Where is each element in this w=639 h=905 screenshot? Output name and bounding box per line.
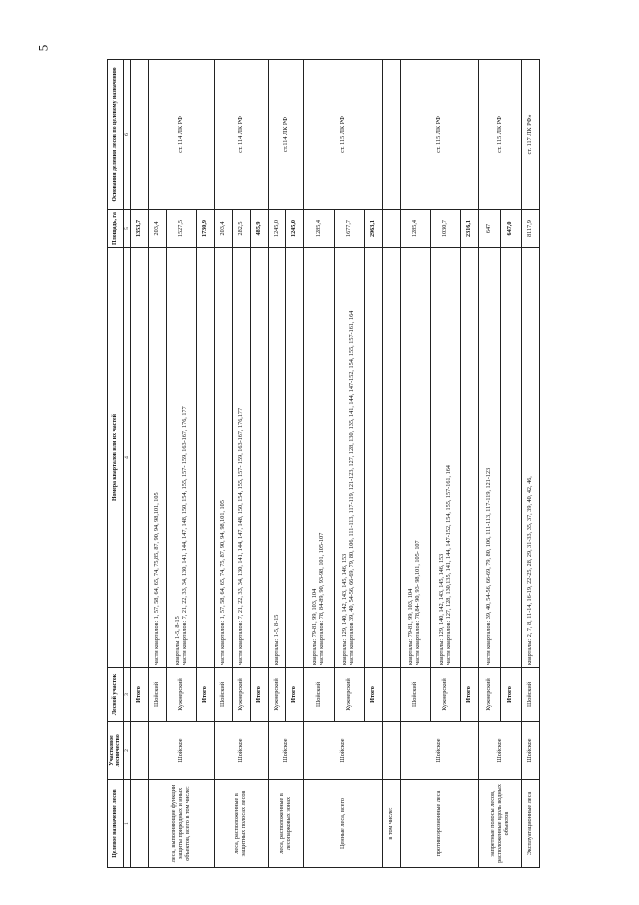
- plot-cell: Шойский: [522, 668, 540, 722]
- plot-cell: Кужнерский: [479, 668, 500, 722]
- table-row: [479, 60, 500, 868]
- table-row: [304, 60, 334, 868]
- quarters-cell: [461, 248, 479, 668]
- area-cell: 1285,4: [400, 210, 430, 248]
- area-cell: 1030,7: [431, 210, 461, 248]
- area-cell: 2316,1: [461, 210, 479, 248]
- column-number: 4: [123, 248, 130, 668]
- basis-cell: ст. 114 ЛК РФ: [215, 60, 269, 210]
- header-cell: Площадь, га: [108, 210, 124, 248]
- area-cell: 282,5: [232, 210, 250, 248]
- purpose-cell: [131, 780, 149, 868]
- header-cell: Номера кварталов или их частей: [108, 248, 124, 668]
- area-cell: [382, 210, 400, 248]
- table-row: [522, 60, 540, 868]
- plot-cell: Итого: [250, 668, 268, 722]
- area-cell: 203,4: [148, 210, 166, 248]
- quarters-cell: [286, 248, 304, 668]
- table-row: [382, 60, 400, 868]
- area-cell: 647: [479, 210, 500, 248]
- area-cell: 203,4: [215, 210, 233, 248]
- area-cell: 647,0: [500, 210, 521, 248]
- header-cell: Лесной участок: [108, 668, 124, 722]
- quarters-cell: [197, 248, 215, 668]
- plot-cell: Итого: [197, 668, 215, 722]
- basis-cell: ст. 115 ЛК РФ: [479, 60, 522, 210]
- basis-cell: ст.114 ЛК РФ: [268, 60, 304, 210]
- area-cell: 2963,1: [364, 210, 382, 248]
- district-cell: Шойское: [215, 722, 269, 780]
- basis-cell: ст. 115 ЛК РФ: [304, 60, 383, 210]
- plot-cell: Кужнерский: [334, 668, 364, 722]
- table-row: [268, 60, 286, 868]
- area-cell: 1353,7: [131, 210, 149, 248]
- quarters-cell: кварталы: 79-81, 99, 103, 104 части кварталов: 78, 84-89, 90, 93-98, 101, 105-107: [304, 248, 334, 668]
- plot-cell: Итого: [461, 668, 479, 722]
- header-row: [108, 60, 124, 868]
- plot-cell: Итого: [364, 668, 382, 722]
- plot-cell: [382, 668, 400, 722]
- quarters-cell: кварталы: 1-5, 8-15: [268, 248, 286, 668]
- header-cell: Участковое лесничество: [108, 722, 124, 780]
- column-number-row: [123, 60, 130, 868]
- basis-cell: [382, 60, 400, 210]
- table-row: [148, 60, 166, 868]
- plot-cell: Кужнерский: [232, 668, 250, 722]
- purpose-cell: леса, расположенные в защитных полосах лесов: [215, 780, 269, 868]
- quarters-cell: части кварталов: 39, 40, 54-56, 66-69, 79, 80, 106, 111-113, 117-119, 121-123: [479, 248, 500, 668]
- basis-cell: ст. 114 ЛК РФ: [148, 60, 214, 210]
- quarters-cell: [131, 248, 149, 668]
- district-cell: Шойское: [522, 722, 540, 780]
- district-cell: Шойское: [148, 722, 214, 780]
- plot-cell: Итого: [131, 668, 149, 722]
- table-body: [131, 60, 540, 868]
- quarters-cell: кварталы 1-5, 8-15 части кварталов: 7, 21, 22, 33, 34, 130, 141, 144, 147, 148, 150, 154, 155, 157- 159, 163-167, 176, 177: [166, 248, 196, 668]
- district-cell: Шойское: [400, 722, 479, 780]
- purpose-cell: запретные полосы лесов, расположенные вдоль водных объектов: [479, 780, 522, 868]
- purpose-cell: противоэрозионные леса: [400, 780, 479, 868]
- quarters-cell: кварталы: 2, 7, 8, 11-14, 16-19, 22-25, 28, 29, 31-33, 35, 37, 39, 40, 42, 46,: [522, 248, 540, 668]
- area-cell: 1285,4: [304, 210, 334, 248]
- plot-cell: Итого: [500, 668, 521, 722]
- header-cell: Основания деления лесов по целевому назначению: [108, 60, 124, 210]
- table-row: [131, 60, 149, 868]
- page-number: 5: [35, 44, 51, 52]
- quarters-cell: [382, 248, 400, 668]
- quarters-cell: [364, 248, 382, 668]
- quarters-cell: кварталы: 79-81, 99, 103, 104 части кварталов: 78,84- 90, 93- 98,101, 105- 107: [400, 248, 430, 668]
- area-cell: 8117,9: [522, 210, 540, 248]
- basis-cell: ст. 117 ЛК РФ»: [522, 60, 540, 210]
- plot-cell: Шойский: [215, 668, 233, 722]
- basis-cell: ст. 115 ЛК РФ: [400, 60, 479, 210]
- forest-purpose-table: [107, 59, 540, 868]
- quarters-cell: [500, 248, 521, 668]
- area-cell: 1677,7: [334, 210, 364, 248]
- quarters-cell: части кварталов: 7, 21, 22, 33, 34, 130, 141, 144, 147, 148, 150, 154, 155, 157- 159, 163-167, 176,177: [232, 248, 250, 668]
- quarters-cell: [250, 248, 268, 668]
- quarters-cell: кварталы: 129, 140, 142, 143, 145, 146, 153 части кварталов 39, 40, 54-56, 66-69, 79, 80, 106, 111-113, 117-119, 121-123, 127, 128, 130, 135, 141, 144, 147-152, 154, 155, 157-161, 164: [334, 248, 364, 668]
- purpose-cell: Ценные леса, всего: [304, 780, 383, 868]
- district-cell: Шойское: [304, 722, 383, 780]
- district-cell: Шойское: [479, 722, 522, 780]
- quarters-cell: части кварталов: 1, 57, 58, 64, 65, 74, 75, 87, 90, 94, 98,101, 105: [215, 248, 233, 668]
- quarters-cell: части кварталов: 1, 57, 58, 64, 65, 74, 75,85, 87, 90, 94, 98,101, 105: [148, 248, 166, 668]
- column-number: 2: [123, 722, 130, 780]
- plot-cell: Итого: [286, 668, 304, 722]
- plot-cell: Кужнерский: [268, 668, 286, 722]
- column-number: 5: [123, 210, 130, 248]
- rotated-table-container: [107, 60, 540, 868]
- column-number: 6: [123, 60, 130, 210]
- table-row: [215, 60, 233, 868]
- table-row: [400, 60, 430, 868]
- basis-cell: [131, 60, 149, 210]
- plot-cell: Шойский: [148, 668, 166, 722]
- area-cell: 1527,5: [166, 210, 196, 248]
- purpose-cell: леса, выполняющие функции защиты природных и иных объектов, всего в том числе:: [148, 780, 214, 868]
- area-cell: 485,9: [250, 210, 268, 248]
- district-cell: [382, 722, 400, 780]
- plot-cell: Шойский: [400, 668, 430, 722]
- purpose-cell: в том числе:: [382, 780, 400, 868]
- district-cell: Шойское: [268, 722, 304, 780]
- area-cell: 1245,0: [268, 210, 286, 248]
- area-cell: 1730,9: [197, 210, 215, 248]
- header-cell: Целевое назначение лесов: [108, 780, 124, 868]
- district-cell: [131, 722, 149, 780]
- plot-cell: Кужнерский: [431, 668, 461, 722]
- quarters-cell: кварталы: 129, 140, 142, 143, 145, 146, 153 части кварталов: 127, 128, 130,135, 141, 144, 147-152, 154, 155, 157-161, 164: [431, 248, 461, 668]
- column-number: 3: [123, 668, 130, 722]
- column-number: 1: [123, 780, 130, 868]
- purpose-cell: Эксплуатационные леса: [522, 780, 540, 868]
- area-cell: 1245,0: [286, 210, 304, 248]
- purpose-cell: леса, расположенные в лесопарковых зонах: [268, 780, 304, 868]
- plot-cell: Кужнерский: [166, 668, 196, 722]
- plot-cell: Шойский: [304, 668, 334, 722]
